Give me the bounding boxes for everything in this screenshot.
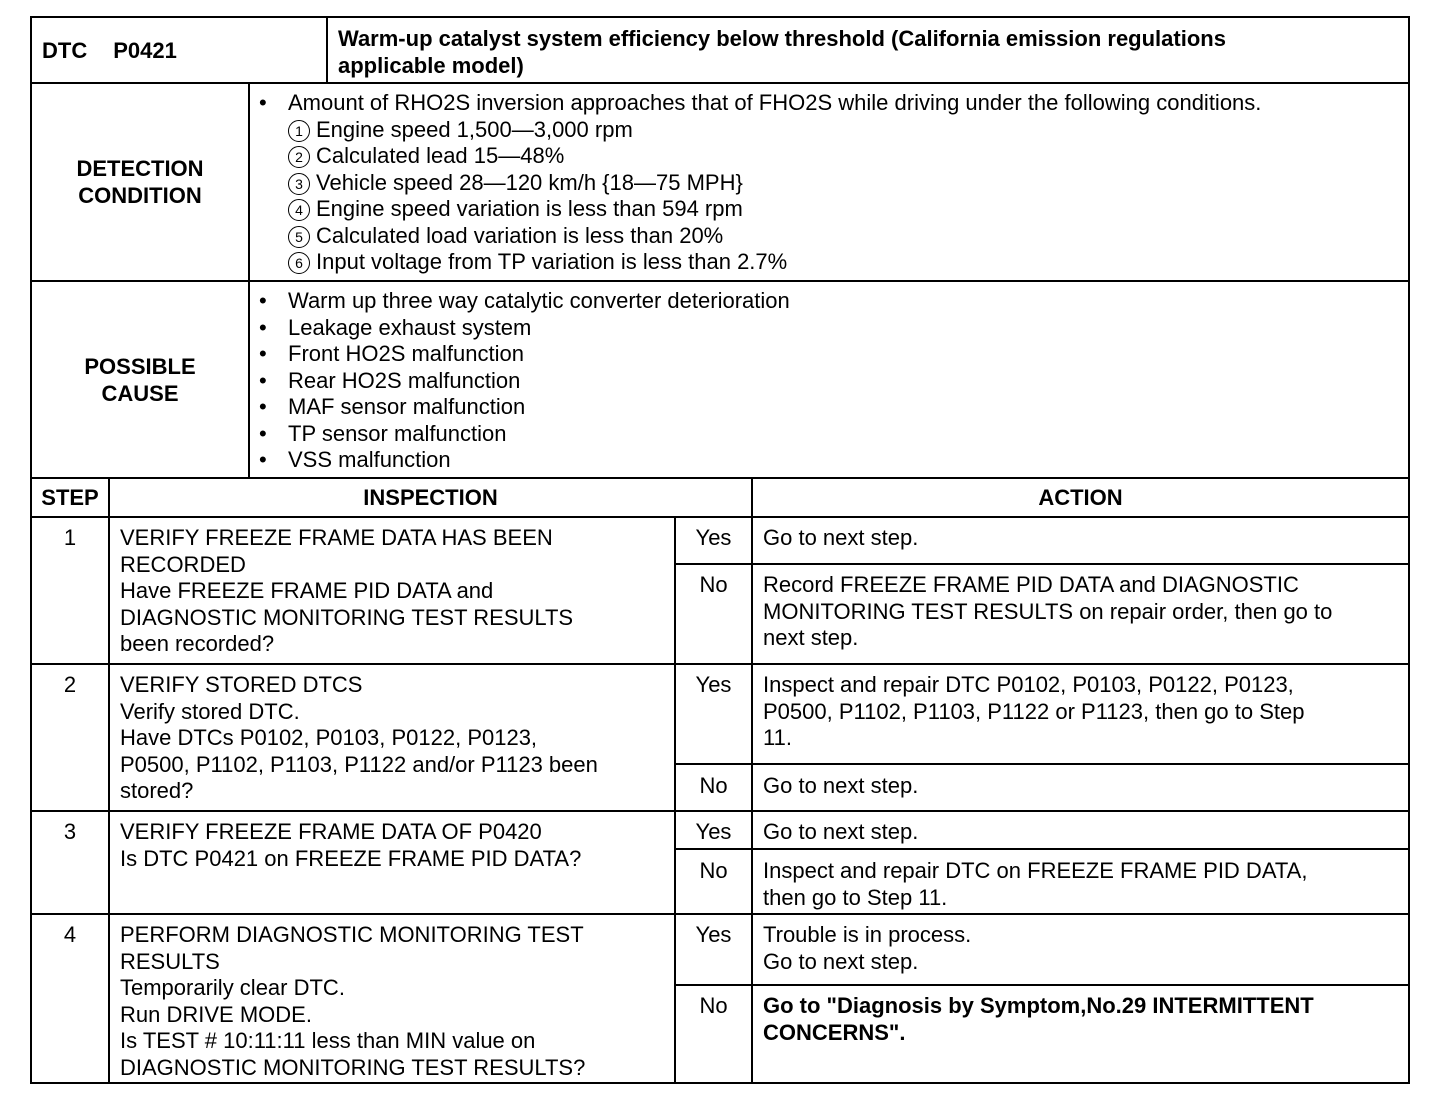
divider [32,477,1408,479]
condition-item: 3 Vehicle speed 28—120 km/h {18—75 MPH} [288,170,1261,197]
list-item: • TP sensor malfunction [259,420,507,446]
divider [32,516,1408,518]
divider [326,18,328,82]
divider [108,477,110,1082]
condition-item: 5 Calculated load variation is less than 20% [288,223,1261,250]
no-label: No [699,773,728,798]
title-line: Warm-up catalyst system efficiency below threshold (California emission regulations [338,26,1226,51]
step-inspection: VERIFY STORED DTCS Verify stored DTC. Have DTCs P0102, P0103, P0122, P0123, P0500, P1102, P1103, P1122 and/or P1123 been stored? [120,672,598,803]
divider [674,563,1408,565]
detection-list [250,90,1261,117]
condition-item: 6 Input voltage from TP variation is less than 2.7% [288,249,1261,276]
step-number: 4 [63,922,77,947]
divider [32,810,1408,812]
step-inspection: VERIFY FREEZE FRAME DATA OF P0420 Is DTC P0421 on FREEZE FRAME PID DATA? [120,819,582,871]
divider [32,82,1408,84]
yes-label: Yes [695,819,732,844]
no-action: Go to next step. [763,773,919,798]
no-label: No [699,572,728,597]
divider [32,913,1408,915]
dtc-code-cell [42,38,177,65]
step-header: STEP [41,485,99,510]
divider [674,848,1408,850]
dtc-label: DTC [42,38,88,63]
detection-condition-label: DETECTION CONDITION [76,156,204,208]
condition-item: 2 Calculated lead 15—48% [288,143,1261,170]
no-label: No [699,993,728,1018]
yes-label: Yes [695,525,732,550]
yes-label: Yes [695,672,732,697]
condition-item: 1 Engine speed 1,500—3,000 rpm [288,117,1261,144]
list-item: • MAF sensor malfunction [259,394,526,419]
possible-cause-label: POSSIBLE CAUSE [84,354,196,406]
yes-action: Go to next step. [763,525,919,550]
possible-cause-content [250,288,790,474]
divider [751,477,753,1082]
list-item: • Leakage exhaust system [259,314,532,340]
step-inspection: PERFORM DIAGNOSTIC MONITORING TEST RESULTS Temporarily clear DTC. Run DRIVE MODE. Is TEST # 10:11:11 less than MIN value on DIAGNOSTIC MONITORING TEST RESULTS? [120,922,586,1080]
no-action: Record FREEZE FRAME PID DATA and DIAGNOSTIC MONITORING TEST RESULTS on repair order, then go to next step. [763,572,1333,650]
yes-label: Yes [695,922,732,947]
list-item: • VSS malfunction [259,447,451,472]
no-action: Go to "Diagnosis by Symptom,No.29 INTERMITTENT CONCERNS". [763,993,1314,1045]
cause-list [250,288,790,474]
divider [32,280,1408,282]
no-action: Inspect and repair DTC on FREEZE FRAME PID DATA, then go to Step 11. [763,858,1308,910]
inspection-header: INSPECTION [363,485,498,510]
step-inspection: VERIFY FREEZE FRAME DATA HAS BEEN RECORDED Have FREEZE FRAME PID DATA and DIAGNOSTIC MONITORING TEST RESULTS been recorded? [120,525,574,656]
list-item: • Rear HO2S malfunction [259,367,521,393]
list-item: • Amount of RHO2S inversion approaches that of FHO2S while driving under the following conditions. [259,90,1262,115]
detection-condition-content [250,90,1261,276]
dtc-code: P0421 [113,38,177,63]
action-header: ACTION [1038,485,1123,510]
no-label: No [699,858,728,883]
title-line: applicable model) [338,52,524,78]
condition-item: 4 Engine speed variation is less than 594 rpm [288,196,1261,223]
list-item: • Warm up three way catalytic converter deterioration [259,288,790,313]
step-number: 1 [63,525,77,550]
step-number: 2 [63,672,77,697]
diagnostic-document [30,16,1410,1084]
step-number: 3 [63,819,77,844]
yes-action: Go to next step. [763,819,919,844]
yes-action: Trouble is in process. Go to next step. [763,922,972,974]
list-item: • Front HO2S malfunction [259,341,524,366]
divider [32,663,1408,665]
condition-sublist [250,117,1261,276]
divider [674,763,1408,765]
dtc-title [338,26,1226,79]
yes-action: Inspect and repair DTC P0102, P0103, P0122, P0123, P0500, P1102, P1103, P1122 or P1123, then go to Step 11. [763,672,1305,750]
divider [674,984,1408,986]
